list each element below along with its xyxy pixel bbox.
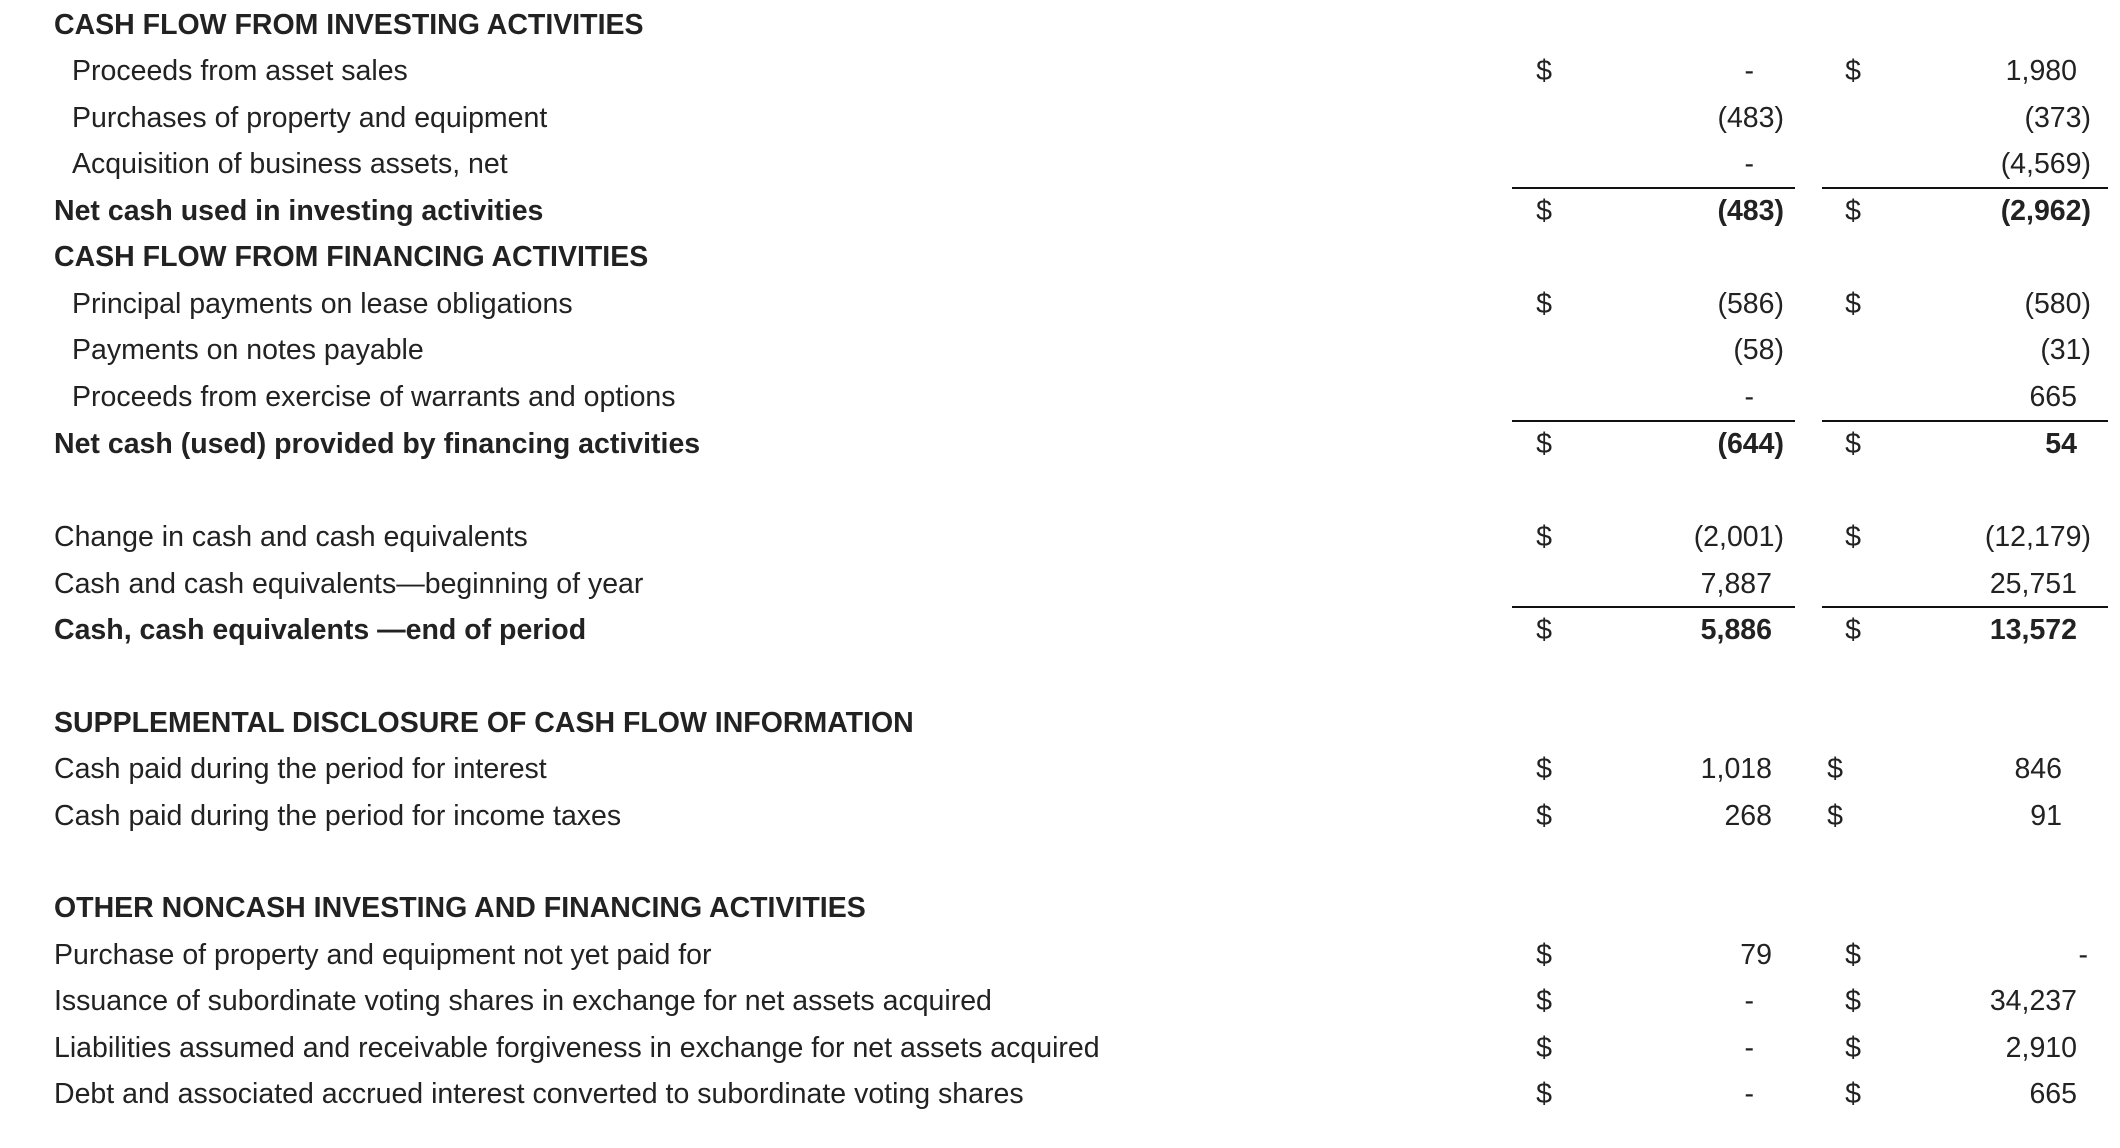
section-header-investing: [0, 2, 2120, 48]
value-col-1: (483): [1717, 195, 1784, 227]
row-label: Cash paid during the period for interest: [54, 753, 547, 785]
total-row-financing: [0, 421, 2120, 467]
currency-symbol: $: [1536, 1032, 1552, 1064]
row-label: Liabilities assumed and receivable forgiveness in exchange for net assets acquired: [54, 1032, 1100, 1064]
currency-symbol: $: [1845, 985, 1861, 1017]
table-row: [0, 793, 2120, 839]
value-col-2: 665: [2029, 381, 2077, 413]
currency-symbol: $: [1845, 195, 1861, 227]
row-label: Proceeds from exercise of warrants and options: [72, 381, 676, 413]
table-row: [0, 746, 2120, 792]
table-row: [0, 95, 2120, 141]
row-label: Cash paid during the period for income taxes: [54, 800, 622, 832]
row-label: Proceeds from asset sales: [72, 55, 408, 87]
value-col-2: (2,962): [2000, 195, 2091, 227]
row-label: Purchase of property and equipment not yet paid for: [54, 939, 712, 971]
currency-symbol: $: [1536, 985, 1552, 1017]
row-label: Acquisition of business assets, net: [72, 148, 508, 180]
value-col-2: 34,237: [1989, 985, 2077, 1017]
section-header-supplemental: [0, 700, 2120, 746]
currency-symbol: $: [1536, 521, 1552, 553]
value-col-2: 1,980: [2005, 55, 2077, 87]
section-header-noncash: [0, 885, 2120, 931]
table-row: [0, 1025, 2120, 1071]
value-col-2: (580): [2024, 288, 2091, 320]
row-label: Cash, cash equivalents —end of period: [54, 614, 587, 646]
value-col-1: (644): [1717, 428, 1784, 460]
table-row: [0, 374, 2120, 420]
currency-symbol: $: [1845, 428, 1861, 460]
table-row: [0, 48, 2120, 94]
value-col-2: (12,179): [1984, 521, 2091, 553]
value-col-2: 846: [2014, 753, 2062, 785]
row-label: Issuance of subordinate voting shares in exchange for net assets acquired: [54, 985, 992, 1017]
currency-symbol: $: [1536, 753, 1552, 785]
value-col-1: 268: [1724, 800, 1772, 832]
value-col-1: 1,018: [1700, 753, 1772, 785]
value-col-2: -: [2078, 939, 2088, 971]
currency-symbol: $: [1536, 614, 1552, 646]
total-row-investing: [0, 188, 2120, 234]
table-row: [0, 141, 2120, 187]
currency-symbol: $: [1845, 939, 1861, 971]
value-col-1: -: [1744, 55, 1754, 87]
table-row: [0, 932, 2120, 978]
section-header-label: SUPPLEMENTAL DISCLOSURE OF CASH FLOW INFORMATION: [54, 707, 914, 739]
table-row: [0, 281, 2120, 327]
currency-symbol: $: [1827, 800, 1843, 832]
value-col-1: (58): [1733, 334, 1784, 366]
row-label: Payments on notes payable: [72, 334, 424, 366]
value-col-1: 7,887: [1700, 568, 1772, 600]
value-col-1: 5,886: [1700, 614, 1772, 646]
section-header-label: CASH FLOW FROM INVESTING ACTIVITIES: [54, 9, 644, 41]
value-col-1: 79: [1740, 939, 1772, 971]
currency-symbol: $: [1845, 1032, 1861, 1064]
value-col-2: 54: [2045, 428, 2077, 460]
value-col-1: -: [1744, 148, 1754, 180]
row-label: Cash and cash equivalents—beginning of year: [54, 568, 644, 600]
value-col-2: 13,572: [1989, 614, 2077, 646]
row-label: Net cash (used) provided by financing activities: [54, 428, 701, 460]
row-label: Purchases of property and equipment: [72, 102, 548, 134]
section-header-financing: [0, 234, 2120, 280]
value-col-1: -: [1744, 1032, 1754, 1064]
currency-symbol: $: [1845, 521, 1861, 553]
currency-symbol: $: [1536, 288, 1552, 320]
value-col-2: (373): [2024, 102, 2091, 134]
currency-symbol: $: [1845, 614, 1861, 646]
value-col-2: 665: [2029, 1078, 2077, 1110]
value-col-1: -: [1744, 381, 1754, 413]
section-header-label: OTHER NONCASH INVESTING AND FINANCING ACTIVITIES: [54, 892, 866, 924]
value-col-1: (483): [1717, 102, 1784, 134]
table-row: [0, 978, 2120, 1024]
table-row: [0, 327, 2120, 373]
value-col-1: -: [1744, 1078, 1754, 1110]
section-header-label: CASH FLOW FROM FINANCING ACTIVITIES: [54, 241, 649, 273]
value-col-2: 91: [2030, 800, 2062, 832]
currency-symbol: $: [1845, 55, 1861, 87]
value-col-2: 2,910: [2005, 1032, 2077, 1064]
value-col-1: (586): [1717, 288, 1784, 320]
value-col-2: (4,569): [2000, 148, 2091, 180]
value-col-1: -: [1744, 985, 1754, 1017]
value-col-2: (31): [2040, 334, 2091, 366]
value-col-2: 25,751: [1989, 568, 2077, 600]
row-label: Net cash used in investing activities: [54, 195, 544, 227]
table-row: [0, 1071, 2120, 1117]
currency-symbol: $: [1536, 195, 1552, 227]
currency-symbol: $: [1536, 939, 1552, 971]
value-col-1: (2,001): [1693, 521, 1784, 553]
table-row: [0, 561, 2120, 607]
row-label: Change in cash and cash equivalents: [54, 521, 528, 553]
currency-symbol: $: [1536, 1078, 1552, 1110]
currency-symbol: $: [1845, 288, 1861, 320]
table-row: [0, 514, 2120, 560]
currency-symbol: $: [1827, 753, 1843, 785]
currency-symbol: $: [1536, 55, 1552, 87]
currency-symbol: $: [1845, 1078, 1861, 1110]
total-row-cash-end: [0, 607, 2120, 653]
currency-symbol: $: [1536, 428, 1552, 460]
row-label: Debt and associated accrued interest converted to subordinate voting shares: [54, 1078, 1024, 1110]
row-label: Principal payments on lease obligations: [72, 288, 573, 320]
currency-symbol: $: [1536, 800, 1552, 832]
